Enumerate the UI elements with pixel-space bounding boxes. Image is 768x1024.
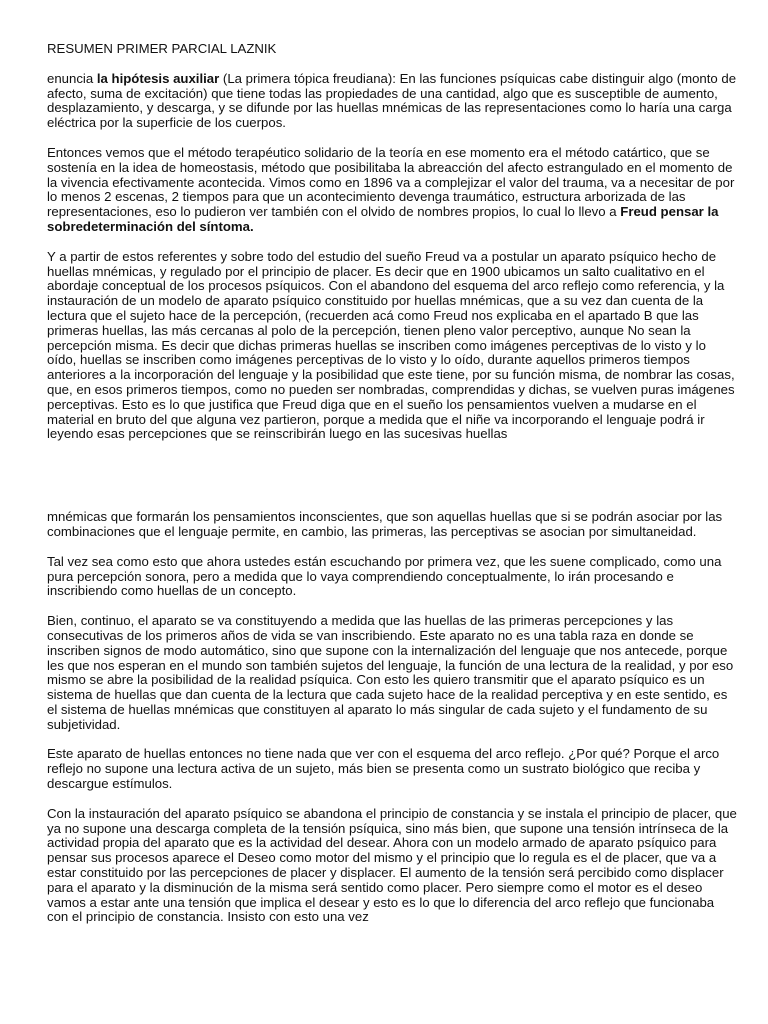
paragraph-hipotesis-auxiliar (47, 72, 737, 131)
document-title: RESUMEN PRIMER PARCIAL LAZNIK (47, 41, 277, 56)
paragraph-text: (La primera tópica freudiana): En las funciones psíquicas cabe distinguir algo (monto de afecto, suma de excitación) que tiene todas las propiedades de una cantidad, algo que es susceptible de aumento, desplazamiento, y descarga, y se difunde por las huellas mnémicas de las representaciones como lo haría una carga eléctrica por la superficie de los cuerpos. (47, 70, 737, 131)
paragraph-arco-reflejo: Este aparato de huellas entonces no tiene nada que ver con el esquema del arco reflejo. ¿Por qué? Porque el arco reflejo no supone una lectura activa de un sujeto, más bien se presenta como un sustrato biológico que reciba y descargue estímulos. (47, 746, 720, 792)
paragraph-text: enuncia (47, 70, 97, 86)
paragraph-text: Entonces vemos que el método terapéutico solidario de la teoría en ese momento era el método catártico, que se sostenía en la idea de homeostasis, método que posibilitaba la abreacción del afecto estrangulado en el momento de la vivencia efectivamente acontecida. Vimos como en 1896 va a complejizar el valor del trauma, va a necesitar de por lo menos 2 escenas, 2 tiempos para que un acontecimiento devenga traumático, estructura arborizada de las representaciones, eso lo pudieron ver también con el olvido de nombres propios, lo cual lo llevo a (47, 144, 735, 220)
paragraph-aparato-psiquico: Y a partir de estos referentes y sobre todo del estudio del sueño Freud va a postular un aparato psíquico hecho de huellas mnémicas, y regulado por el principio de placer. Es decir que en 1900 ubicamos un salto cualitativo en el abordaje conceptual de los procesos psíquicos. Con el abandono del esquema del arco reflejo como referencia, y la instauración de un modelo de aparato psíquico constituido por huellas mnémicas, que a su vez dan cuenta de la lectura que el sujeto hace de la percepción, (recuerden acá como Freud nos explicaba en el apartado B que las primeras huellas, las más cercanas al polo de la percepción, tienen pleno valor perceptivo, aunque No sean la percepción misma. Es decir que dichas primeras huellas se inscriben como imágenes perceptivas de lo visto y lo oído, huellas se inscriben como imágenes perceptivas de lo visto y lo oído, durante aquellos primeros tiempos anteriores a la incorporación del lenguaje y la posibilidad que este tiene, por su función misma, de nombrar las cosas, que, en esos primeros tiempos, como no pueden ser nombradas, comprendidas y dichas, se vuelven puras imágenes perceptivas. Esto es lo que justifica que Freud diga que en el sueño los pensamientos vuelven a mudarse en el material en bruto del que alguna vez partieron, porque a medida que el niñe va incorporando el lenguaje podrá ir leyendo esas percepciones que se reinscribirán luego en las sucesivas huellas (47, 248, 735, 442)
bold-phrase: la hipótesis auxiliar (96, 70, 220, 86)
page-gap (47, 457, 737, 510)
paragraph-principio-placer: Con la instauración del aparato psíquico se abandona el principio de constancia y se instala el principio de placer, que ya no supone una descarga completa de la tensión psíquica, sino más bien, que supone una tensión intrínseca de la actividad propia del aparato que es la actividad del desear. Ahora con un modelo armado de aparato psíquico para pensar sus procesos aparece el Deseo como motor del mismo y el principio que lo regula es el de placer, que va a estar constituido por las percepciones de placer y displacer. El aumento de la tensión será percibido como displacer para el aparato y la disminución de la misma será sentido como placer. Pero siempre como el motor es el deseo vamos a estar ante una tensión que implica el desear y esto es lo que lo diferencia del arco reflejo que funcionaba con el principio de constancia. Insisto con esto una vez (47, 805, 737, 925)
paragraph-percepcion-sonora: Tal vez sea como esto que ahora ustedes están escuchando por primera vez, que les suene complicado, como una pura percepción sonora, pero a medida que lo vaya comprendiendo conceptualmente, lo irán procesando e inscribiendo como huellas de un concepto. (47, 553, 722, 599)
paragraph-constitucion-aparato: Bien, continuo, el aparato se va constituyendo a medida que las huellas de las primeras percepciones y las consecutivas de los primeros años de vida se van inscribiendo. Este aparato no es una tabla raza en donde se inscriben signos de modo automático, sino que supone con la internalización del lenguaje que nos antecede, porque les que nos esperan en el mundo son también sujetos del lenguaje, la función de una lectura de la realidad, y por eso mismo se abre la posibilidad de la realidad psíquica. Con esto les quiero transmitir que el aparato psíquico es un sistema de huellas que dan cuenta de la lectura que cada sujeto hace de la realidad perceptiva y en este sentido, es el sistema de huellas mnémicas que constituyen al aparato lo más singular de cada sujeto y el fundamento de su subjetividad. (47, 613, 734, 732)
paragraph-huellas-mnemicas: mnémicas que formarán los pensamientos inconscientes, que son aquellas huellas que si se podrán asociar por las combinaciones que el lenguaje permite, en cambio, las primeras, las perceptivas se asocian por simultaneidad. (47, 509, 723, 539)
document-page (47, 42, 737, 940)
bold-phrase: Freud pensar la sobredeterminación del síntoma. (47, 204, 719, 234)
paragraph-metodo-catartico (47, 146, 737, 235)
